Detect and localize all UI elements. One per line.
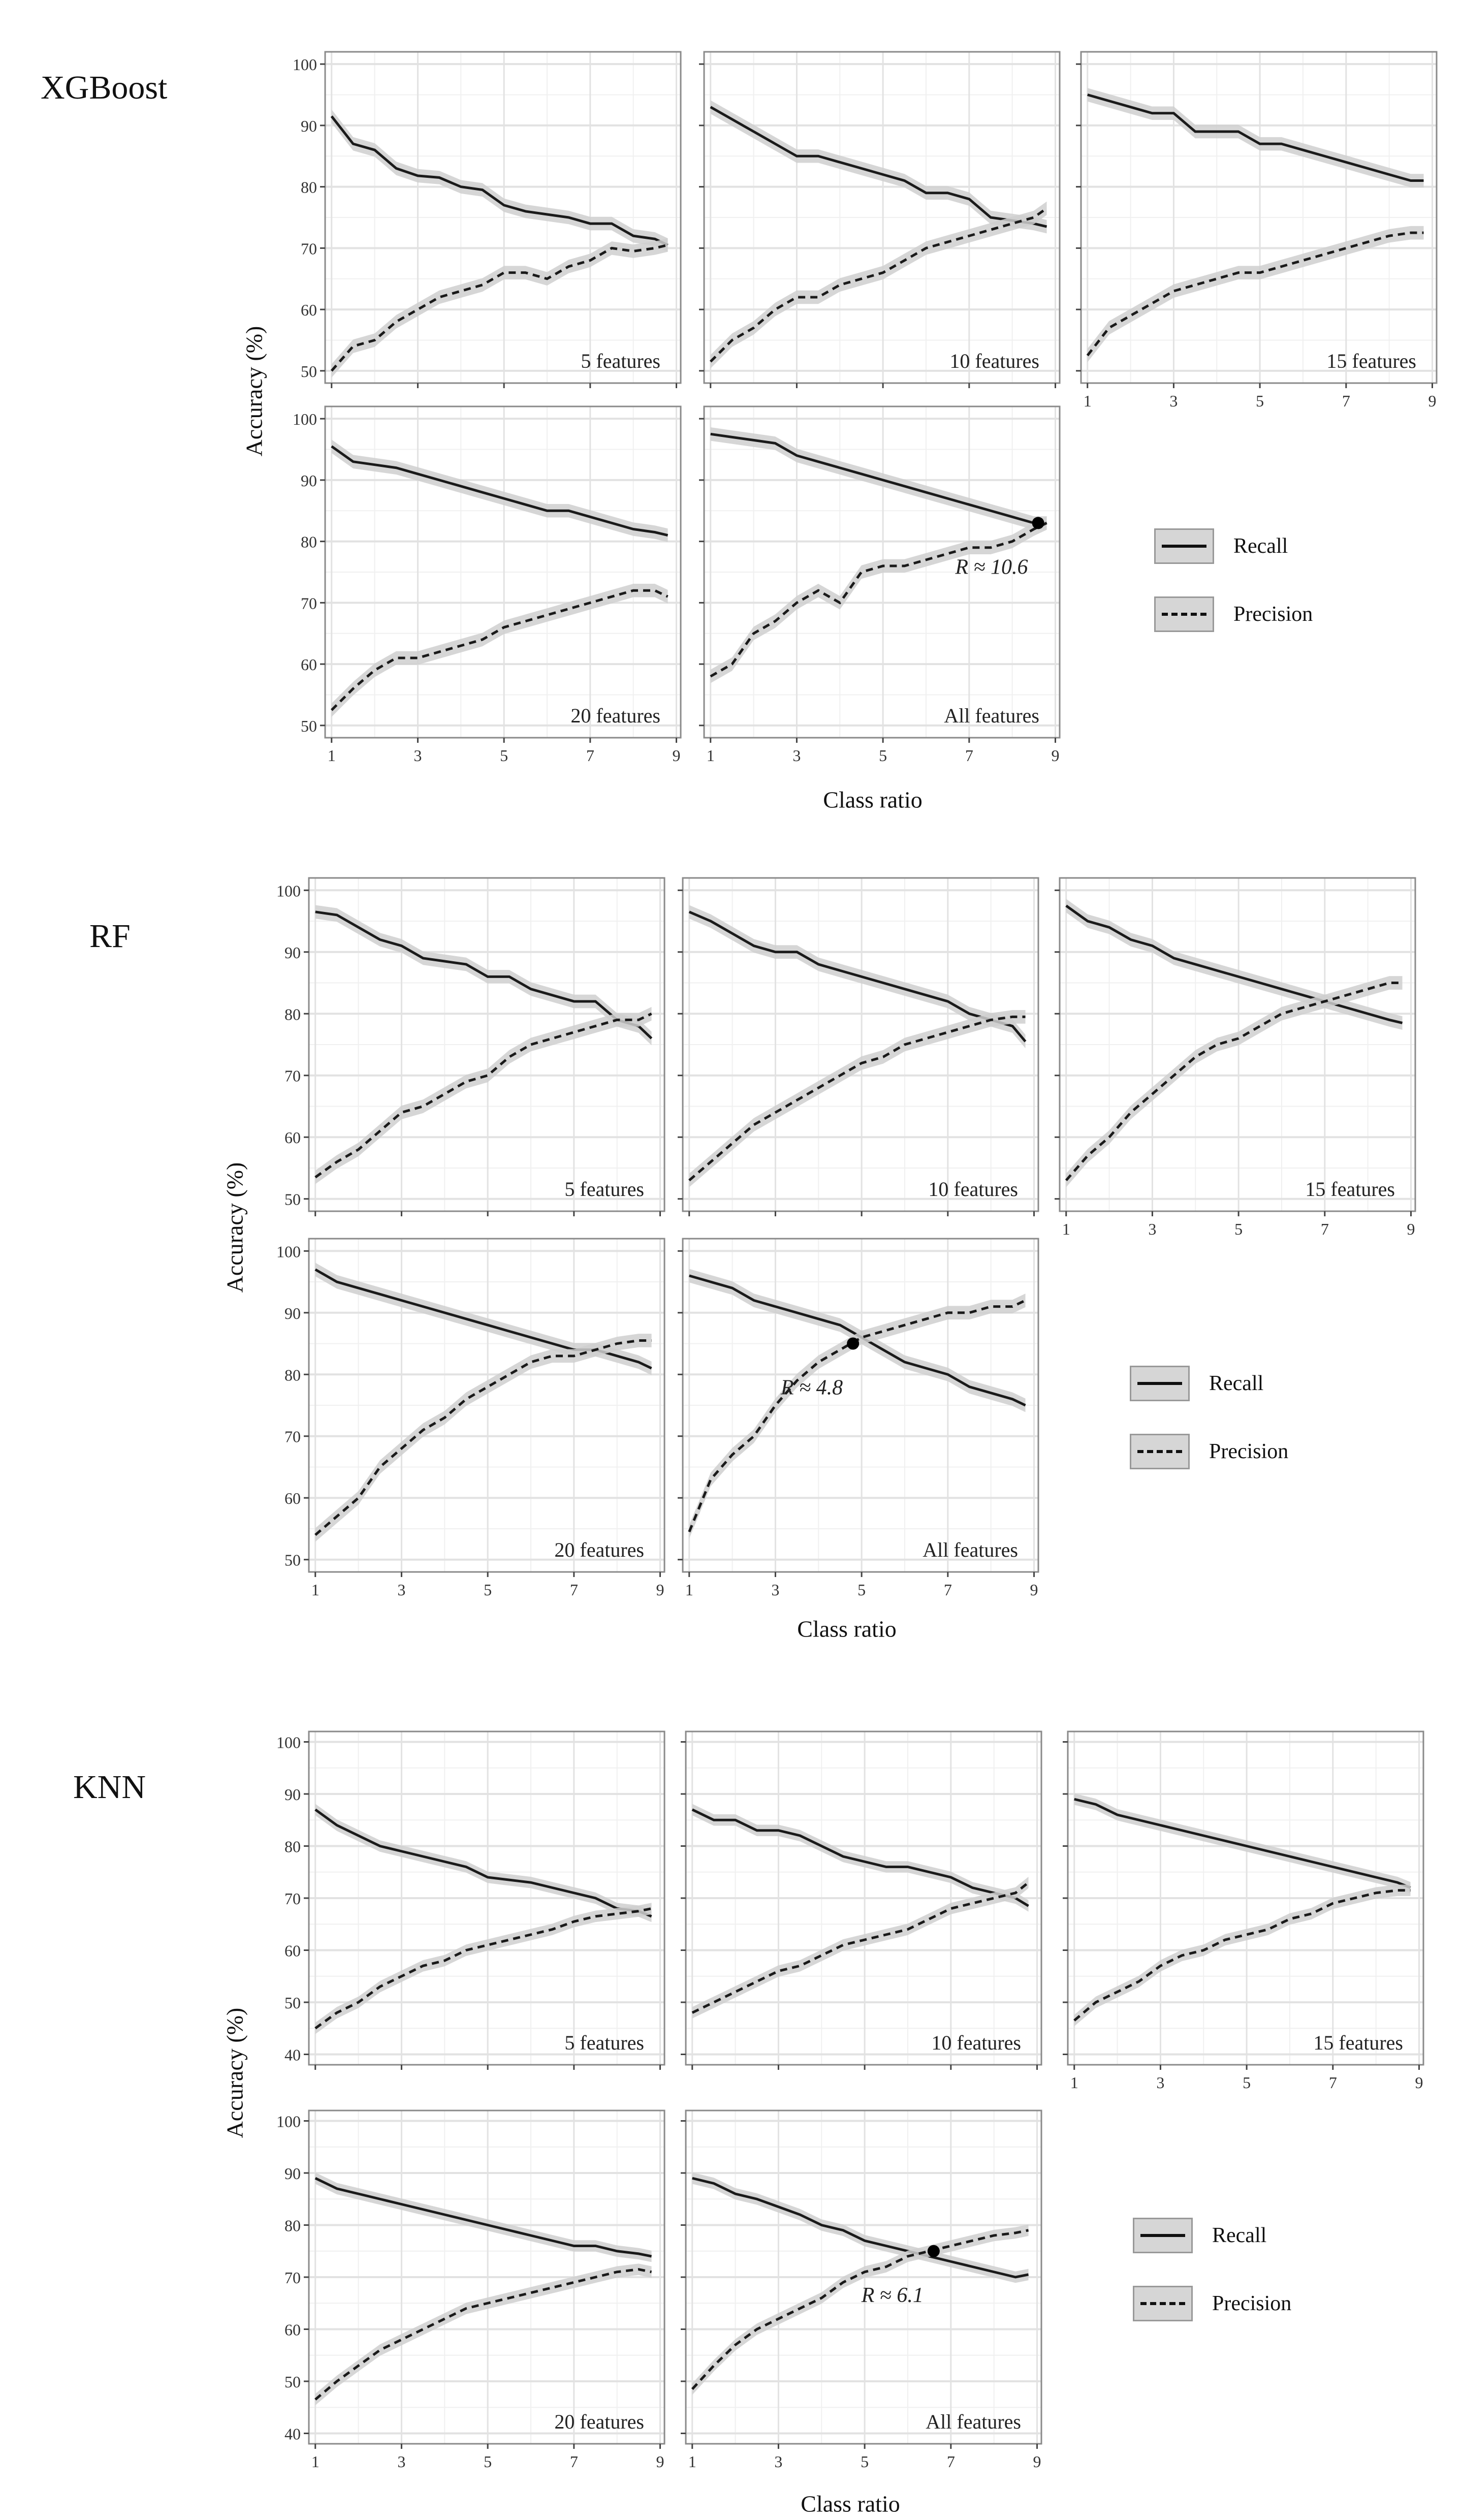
y-tick-label: 100 <box>276 2112 301 2131</box>
panel-10-features <box>681 1731 1041 2070</box>
x-tick-label: 1 <box>1062 1220 1070 1238</box>
y-tick-label: 70 <box>284 1427 301 1446</box>
panel-5-features <box>276 878 664 1216</box>
panel-label: All features <box>926 2410 1021 2433</box>
y-tick-label: 80 <box>301 532 317 551</box>
panel-label: 10 features <box>949 350 1039 372</box>
x-tick-label: 9 <box>1415 2073 1423 2092</box>
y-tick-label: 60 <box>284 1128 301 1147</box>
y-tick-label: 50 <box>284 1551 301 1569</box>
panel-20-features <box>276 1239 664 1599</box>
x-tick-label: 5 <box>879 746 887 765</box>
x-tick-label: 5 <box>857 1581 866 1599</box>
panel-all-features <box>678 1239 1038 1599</box>
y-tick-label: 90 <box>284 1304 301 1322</box>
x-tick-label: 5 <box>1234 1220 1243 1238</box>
x-tick-label: 1 <box>311 2452 320 2471</box>
x-tick-label: 7 <box>965 746 973 765</box>
x-tick-label: 1 <box>688 2452 696 2471</box>
y-axis-label-xgboost: Accuracy (%) <box>241 326 267 457</box>
y-axis-label-knn: Accuracy (%) <box>221 2007 248 2138</box>
panel-label: 5 features <box>581 350 660 372</box>
y-tick-label: 50 <box>284 2373 301 2391</box>
y-tick-label: 90 <box>284 1785 301 1804</box>
panel-15-features <box>1076 52 1437 410</box>
x-tick-label: 5 <box>484 1581 492 1599</box>
y-tick-label: 80 <box>301 178 317 197</box>
x-tick-label: 1 <box>327 746 336 765</box>
y-tick-label: 70 <box>301 239 317 258</box>
x-tick-label: 9 <box>656 2452 664 2471</box>
x-tick-label: 1 <box>1070 2073 1078 2092</box>
y-tick-label: 80 <box>284 1005 301 1024</box>
panel-all-features <box>681 2110 1041 2471</box>
intersection-point <box>928 2245 940 2257</box>
y-axis-label-rf: Accuracy (%) <box>221 1162 248 1293</box>
y-tick-label: 60 <box>284 1941 301 1960</box>
panel-label: 5 features <box>564 2031 644 2054</box>
legend-label: Recall <box>1233 534 1288 558</box>
x-tick-label: 1 <box>685 1581 693 1599</box>
legend-label: Recall <box>1212 2224 1267 2247</box>
y-tick-label: 100 <box>293 410 317 429</box>
x-tick-label: 9 <box>656 1581 664 1599</box>
x-tick-label: 1 <box>1083 392 1092 410</box>
x-tick-label: 7 <box>1320 1220 1329 1238</box>
y-tick-label: 60 <box>301 301 317 320</box>
solid-line-icon <box>1154 528 1214 564</box>
x-tick-label: 3 <box>774 2452 783 2471</box>
x-tick-label: 7 <box>943 1581 952 1599</box>
x-tick-label: 5 <box>861 2452 869 2471</box>
panel-10-features <box>678 878 1038 1216</box>
x-tick-label: 7 <box>946 2452 955 2471</box>
y-tick-label: 40 <box>284 2424 301 2443</box>
x-axis-label-knn: Class ratio <box>801 2491 900 2517</box>
model-title-xgboost: XGBoost <box>41 69 168 106</box>
y-tick-label: 80 <box>284 2216 301 2235</box>
panel-label: 20 features <box>554 1538 644 1561</box>
x-tick-label: 1 <box>706 746 715 765</box>
y-tick-label: 70 <box>284 1889 301 1908</box>
y-tick-label: 70 <box>284 2269 301 2287</box>
x-tick-label: 3 <box>397 1581 406 1599</box>
intersection-point <box>1032 517 1044 529</box>
dashed-line-icon <box>1130 1434 1190 1469</box>
legend-precision-xgboost <box>1154 596 1313 632</box>
panel-label: All features <box>944 704 1039 727</box>
x-tick-label: 7 <box>569 2452 578 2471</box>
panel-label: All features <box>923 1538 1018 1561</box>
y-tick-label: 60 <box>284 2320 301 2339</box>
panel-label: 10 features <box>928 1178 1018 1201</box>
y-tick-label: 100 <box>276 1733 301 1752</box>
panel-5-features <box>293 52 681 388</box>
panel-15-features <box>1055 878 1415 1238</box>
panel-label: 15 features <box>1313 2031 1403 2054</box>
legend-label: Precision <box>1209 1440 1289 1463</box>
panel-label: 10 features <box>931 2031 1021 2054</box>
y-tick-label: 50 <box>301 362 317 381</box>
panel-all-features <box>699 406 1060 765</box>
y-tick-label: 60 <box>301 655 317 674</box>
panel-label: 5 features <box>564 1178 644 1201</box>
x-tick-label: 3 <box>397 2452 406 2471</box>
y-tick-label: 100 <box>293 55 317 74</box>
dashed-line-icon <box>1154 596 1214 632</box>
x-tick-label: 3 <box>414 746 422 765</box>
y-tick-label: 90 <box>301 116 317 135</box>
y-tick-label: 70 <box>284 1066 301 1085</box>
panel-label: 15 features <box>1326 350 1416 372</box>
x-tick-label: 9 <box>1033 2452 1041 2471</box>
x-tick-label: 3 <box>1156 2073 1165 2092</box>
model-title-knn: KNN <box>73 1769 146 1806</box>
x-tick-label: 3 <box>1148 1220 1157 1238</box>
x-tick-label: 9 <box>1051 746 1060 765</box>
x-tick-label: 5 <box>500 746 508 765</box>
x-tick-label: 5 <box>484 2452 492 2471</box>
x-tick-label: 7 <box>1342 392 1350 410</box>
y-tick-label: 90 <box>301 471 317 490</box>
x-tick-label: 9 <box>1407 1220 1415 1238</box>
legend-recall-xgboost <box>1154 528 1288 564</box>
x-tick-label: 3 <box>792 746 801 765</box>
y-tick-label: 60 <box>284 1489 301 1508</box>
y-tick-label: 50 <box>284 1190 301 1209</box>
x-tick-label: 9 <box>1030 1581 1038 1599</box>
panel-20-features <box>293 406 681 765</box>
legend-recall-knn <box>1133 2218 1266 2253</box>
model-title-rf: RF <box>89 918 131 955</box>
x-tick-label: 9 <box>1428 392 1437 410</box>
x-tick-label: 7 <box>586 746 594 765</box>
solid-line-icon <box>1133 2218 1193 2253</box>
x-tick-label: 3 <box>771 1581 780 1599</box>
y-tick-label: 70 <box>301 594 317 613</box>
y-tick-label: 40 <box>284 2045 301 2064</box>
x-axis-label-xgboost: Class ratio <box>823 786 923 813</box>
intersection-label: R ≈ 10.6 <box>955 555 1028 579</box>
legend-label: Precision <box>1233 603 1313 626</box>
panel-5-features <box>276 1731 664 2070</box>
x-tick-label: 9 <box>672 746 681 765</box>
legend-label: Precision <box>1212 2292 1292 2315</box>
intersection-point <box>847 1338 859 1350</box>
y-tick-label: 80 <box>284 1837 301 1856</box>
panel-10-features <box>699 52 1060 388</box>
panel-label: 20 features <box>554 2410 644 2433</box>
x-axis-label-rf: Class ratio <box>797 1616 897 1642</box>
intersection-label: R ≈ 4.8 <box>780 1376 843 1400</box>
panel-15-features <box>1063 1731 1423 2092</box>
legend-label: Recall <box>1209 1372 1264 1395</box>
y-tick-label: 80 <box>284 1366 301 1384</box>
panel-20-features <box>276 2110 664 2471</box>
legend-precision-knn <box>1133 2286 1291 2321</box>
x-tick-label: 3 <box>1169 392 1178 410</box>
x-tick-label: 7 <box>569 1581 578 1599</box>
panel-label: 15 features <box>1305 1178 1395 1201</box>
x-tick-label: 7 <box>1328 2073 1337 2092</box>
x-tick-label: 5 <box>1256 392 1264 410</box>
y-tick-label: 50 <box>284 1994 301 2012</box>
y-tick-label: 50 <box>301 716 317 735</box>
legend-precision-rf <box>1130 1434 1288 1469</box>
y-tick-label: 100 <box>276 881 301 900</box>
solid-line-icon <box>1130 1366 1190 1401</box>
legend-recall-rf <box>1130 1366 1263 1401</box>
intersection-label: R ≈ 6.1 <box>861 2283 924 2307</box>
panel-label: 20 features <box>570 704 660 727</box>
y-tick-label: 100 <box>276 1242 301 1261</box>
y-tick-label: 90 <box>284 943 301 962</box>
y-tick-label: 90 <box>284 2164 301 2183</box>
x-tick-label: 5 <box>1243 2073 1251 2092</box>
x-tick-label: 1 <box>311 1581 320 1599</box>
dashed-line-icon <box>1133 2286 1193 2321</box>
